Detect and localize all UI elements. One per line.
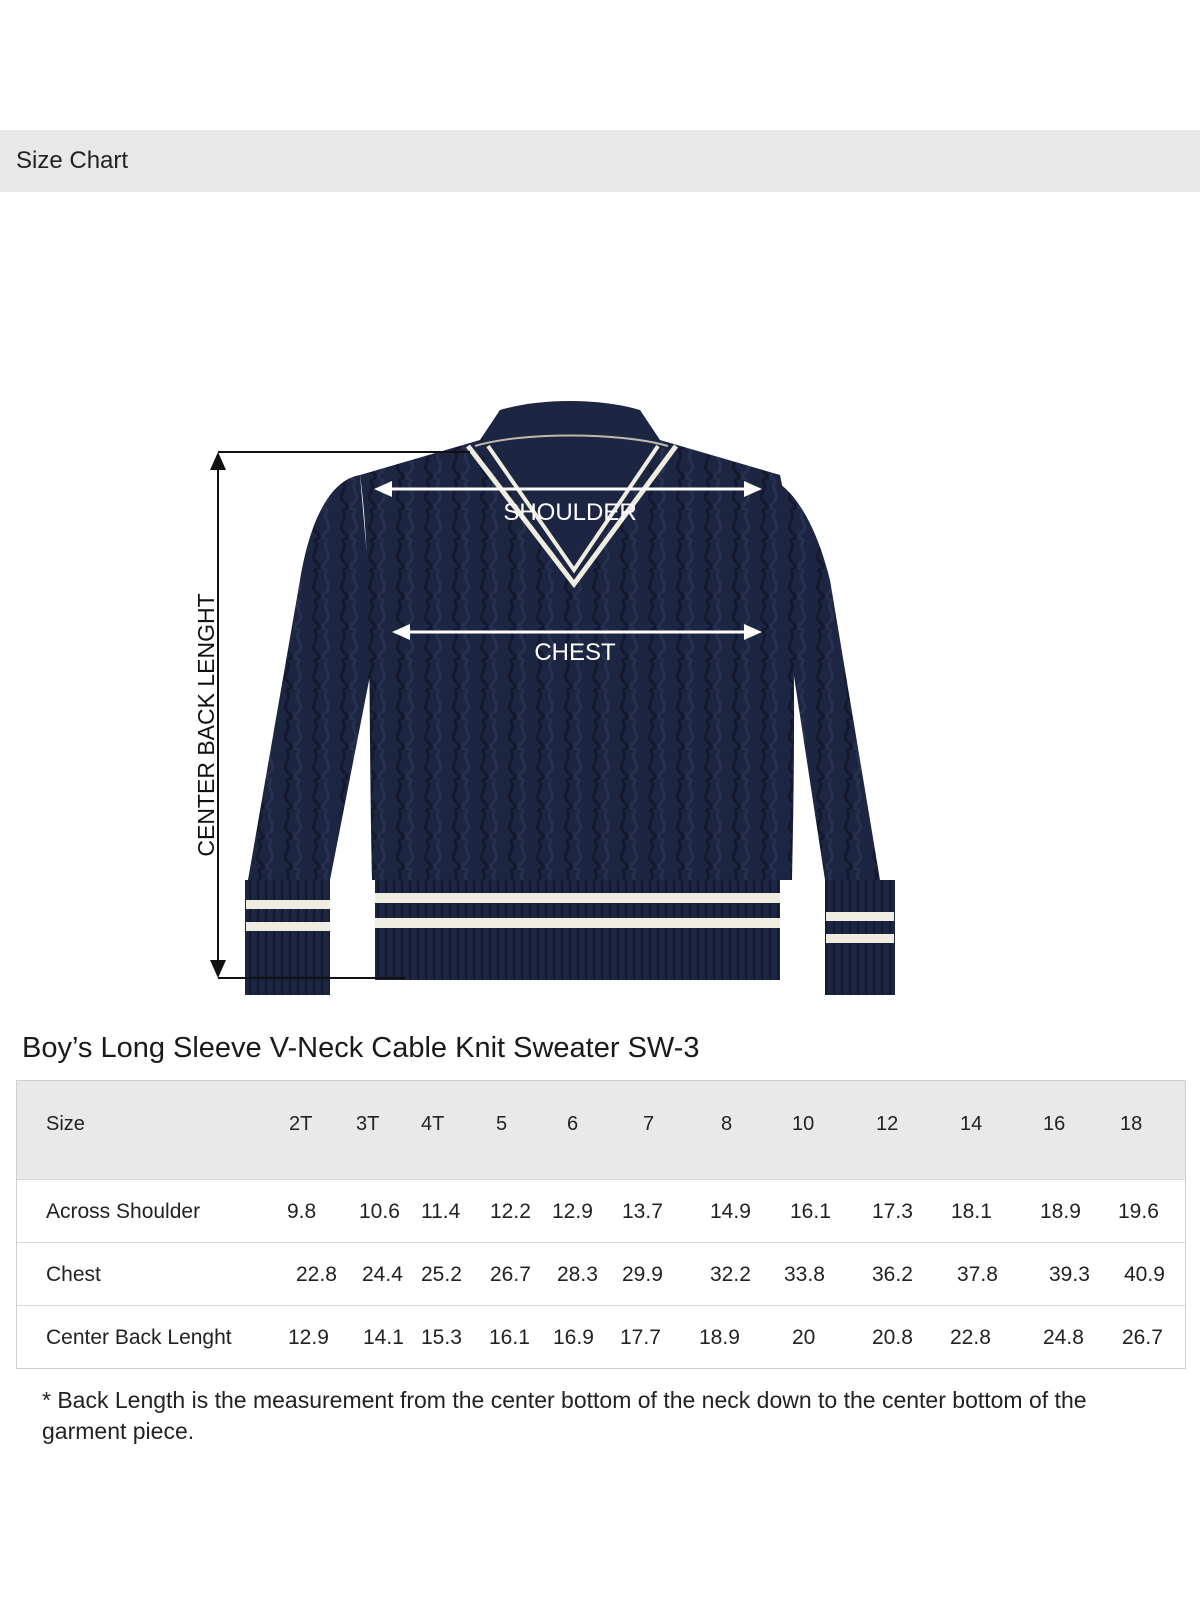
header-cell: Size [46,1113,85,1135]
table-cell: 14.1 [363,1326,404,1349]
table-cell: 37.8 [957,1263,998,1286]
header-cell: 3T [356,1113,380,1135]
row-label: Center Back Lenght [46,1326,232,1349]
left-sleeve [245,475,375,995]
header-cell: 16 [1043,1113,1066,1135]
table-cell: 19.6 [1118,1200,1159,1223]
table-cell: 15.3 [421,1326,462,1349]
header-cell: 18 [1120,1113,1143,1135]
table-cell: 16.1 [489,1326,530,1349]
header-cell: 10 [792,1113,815,1135]
table-cell: 29.9 [622,1263,663,1286]
table-cell: 12.2 [490,1200,531,1223]
table-cell: 18.1 [951,1200,992,1223]
table-row [17,1242,1185,1306]
table-row [17,1305,1185,1369]
table-cell: 26.7 [1122,1326,1163,1349]
row-label: Across Shoulder [46,1200,201,1223]
table-cell: 22.8 [296,1263,337,1286]
header-cell: 12 [876,1113,899,1135]
center-back-label: CENTER BACK LENGHT [193,593,219,857]
table-cell: 24.4 [362,1263,403,1286]
table-cell: 25.2 [421,1263,462,1286]
table-row [17,1179,1185,1243]
table-cell: 12.9 [288,1326,329,1349]
table-cell: 28.3 [557,1263,598,1286]
table-cell: 33.8 [784,1263,825,1286]
header-cell: 14 [960,1113,983,1135]
table-cell: 11.4 [421,1200,461,1223]
table-cell: 16.1 [790,1200,831,1223]
page-title: Size Chart [16,147,129,174]
table-cell: 17.3 [872,1200,913,1223]
chest-label: CHEST [534,639,616,666]
table-cell: 22.8 [950,1326,991,1349]
header-cell: 5 [496,1113,508,1135]
header-cell: 2T [289,1113,313,1135]
product-title: Boy’s Long Sleeve V-Neck Cable Knit Sweater SW-3 [22,1032,700,1064]
table-cell: 10.6 [359,1200,400,1223]
table-cell: 18.9 [1040,1200,1081,1223]
header-cell: 4T [421,1113,445,1135]
table-cell: 39.3 [1049,1263,1090,1286]
table-cell: 13.7 [622,1200,663,1223]
table-cell: 24.8 [1043,1326,1084,1349]
table-cell: 32.2 [710,1263,751,1286]
table-cell: 14.9 [710,1200,751,1223]
row-label: Chest [46,1263,101,1286]
table-cell: 36.2 [872,1263,913,1286]
table-cell: 18.9 [699,1326,740,1349]
table-cell: 16.9 [553,1326,594,1349]
header-cell: 7 [643,1113,655,1135]
table-cell: 9.8 [287,1200,317,1223]
size-table [16,1080,1186,1369]
table-cell: 40.9 [1124,1263,1165,1286]
table-header-row [17,1081,1185,1179]
table-cell: 20 [792,1326,816,1349]
shoulder-label: SHOULDER [503,499,637,526]
footnote: * Back Length is the measurement from the center bottom of the neck down to the center bottom of the garment piece. [42,1387,1087,1444]
table-cell: 20.8 [872,1326,913,1349]
table-cell: 12.9 [552,1200,593,1223]
header-cell: 6 [567,1113,579,1135]
header-cell: 8 [721,1113,733,1135]
table-cell: 26.7 [490,1263,531,1286]
table-cell: 17.7 [620,1326,661,1349]
